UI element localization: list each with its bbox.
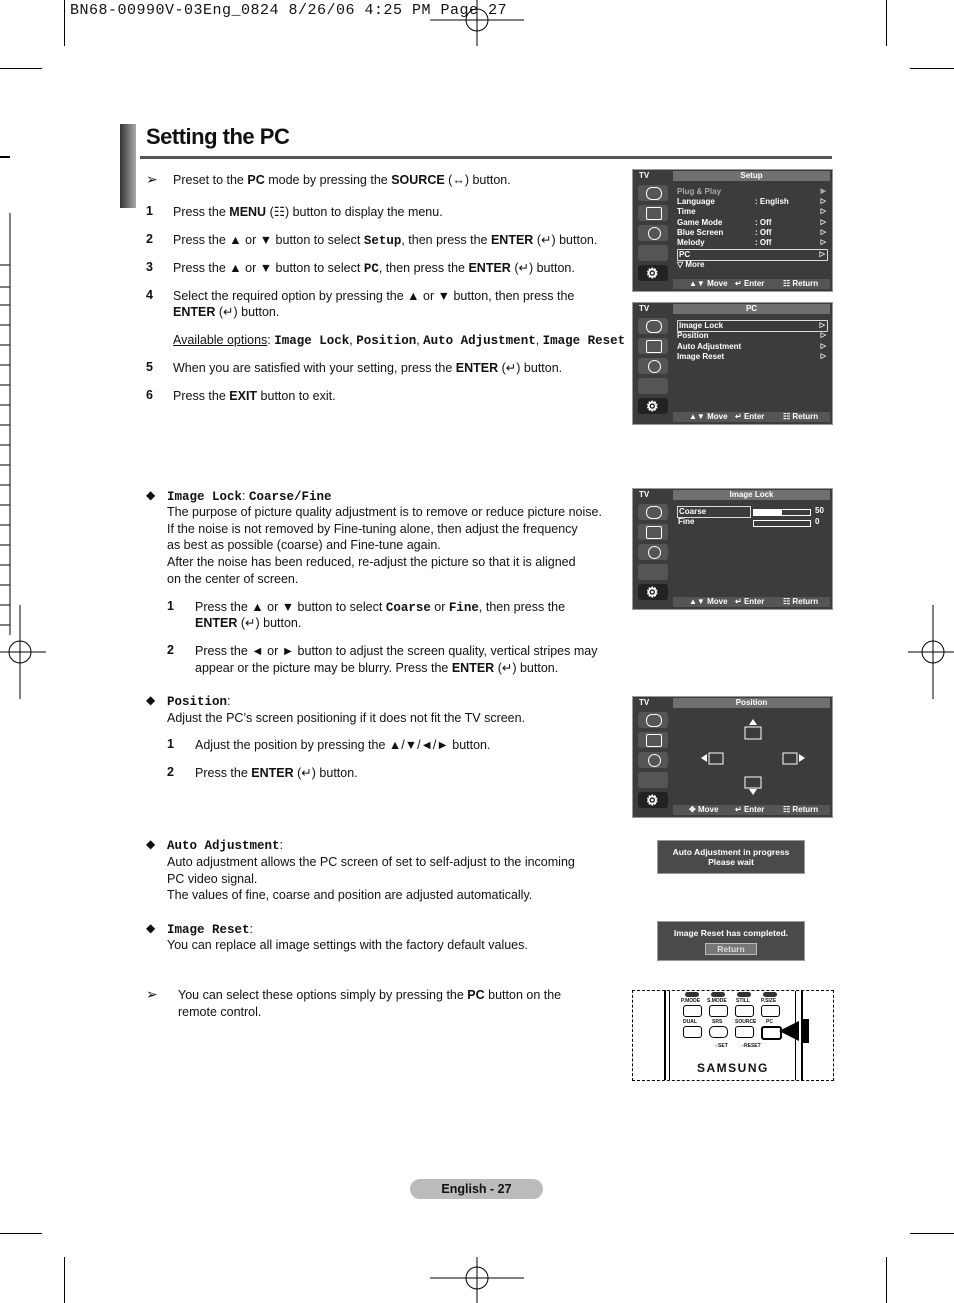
tv-label: TV	[639, 171, 650, 180]
sound-icon	[638, 338, 668, 354]
step-number: 3	[146, 260, 153, 274]
note-arrow-icon: ➢	[146, 986, 158, 1002]
image-lock-step-1: Press the ▲ or ▼ button to select Coarse or Fine, then press the	[195, 600, 566, 615]
image-reset-heading: Image Reset:	[167, 922, 253, 937]
menu-item: Auto Adjustment ▷	[677, 342, 826, 351]
setup-gear-icon: ⚙	[638, 584, 668, 600]
reset-label: ○RESET	[741, 1043, 761, 1049]
channel-icon	[638, 752, 668, 768]
message-line: Auto Adjustment in progress	[672, 847, 790, 857]
step-number: 2	[146, 232, 153, 246]
auto-adjustment-heading: Auto Adjustment:	[167, 838, 284, 853]
registration-mark-right	[908, 605, 954, 699]
page-number: English - 27	[410, 1179, 543, 1199]
step-number: 2	[167, 643, 174, 657]
menu-sidebar	[634, 315, 673, 423]
bullet-diamond-icon: ◆	[146, 693, 156, 707]
auto-adjustment-line: PC video signal.	[167, 872, 258, 886]
title-rule	[140, 156, 832, 159]
position-arrows-icon	[693, 717, 813, 797]
coarse-slider	[753, 509, 811, 516]
page-title: Setting the PC	[146, 124, 290, 149]
srs-button[interactable]	[709, 1026, 728, 1038]
sound-icon	[638, 732, 668, 748]
menu-title: Position	[673, 698, 830, 708]
image-lock-line: The purpose of picture quality adjustment is to remove or reduce picture noise.	[167, 505, 602, 519]
input-icon	[638, 772, 668, 788]
enter-icon: ↵	[501, 661, 513, 675]
input-icon	[638, 378, 668, 394]
tv-label: TV	[639, 304, 650, 313]
fine-value: 0	[815, 517, 820, 526]
note-text-line2: remote control.	[178, 1005, 262, 1019]
setup-gear-icon: ⚙	[638, 792, 668, 808]
menu-footer: ▲▼ Move ↵ Enter ☷ Return	[673, 597, 830, 607]
step-number: 1	[146, 204, 153, 218]
step-4-line1: Select the required option by pressing the ▲ or ▼ button, then press the	[173, 289, 575, 303]
auto-adjustment-message	[657, 840, 805, 874]
coarse-value: 50	[815, 506, 824, 515]
sound-icon	[638, 524, 668, 540]
image-lock-heading: Image Lock: Coarse/Fine	[167, 489, 332, 504]
position-line: Adjust the PC’s screen positioning if it does not fit the TV screen.	[167, 711, 526, 725]
enter-icon: ↵	[245, 616, 256, 630]
menu-footer: ▲▼ Move ↵ Enter ☷ Return	[673, 412, 830, 422]
image-lock-step-2-line1: Press the ◄ or ► button to adjust the screen quality, vertical stripes may	[195, 644, 598, 658]
menu-footer: ▲▼ Move ↵ Enter ☷ Return	[673, 279, 830, 289]
menu-title: Setup	[673, 171, 830, 181]
enter-icon: ↵	[301, 766, 312, 780]
coarse-slider-fill	[754, 510, 782, 515]
menu-item-selected: Image Lock ▷	[677, 320, 828, 332]
menu-item: Position ▷	[677, 331, 826, 340]
step-5-text: When you are satisfied with your setting, press the ENTER (↵) button.	[173, 361, 563, 375]
position-menu-screen	[632, 696, 833, 818]
bullet-diamond-icon: ◆	[146, 837, 156, 851]
remote-control: P.MODE S.MODE STILL P.SIZE DUAL SRS SOURCE PC ○SET ○RESET SAMSUNG	[632, 990, 834, 1081]
source-button[interactable]	[735, 1026, 754, 1038]
menu-title: Image Lock	[673, 490, 830, 500]
step-4-line2: ENTER (↵) button.	[173, 305, 280, 319]
picture-icon	[638, 318, 668, 334]
image-lock-step-1-line2: ENTER (↵) button.	[195, 616, 302, 630]
message-line: Image Reset has completed.	[673, 928, 789, 938]
enter-icon: ↵	[540, 233, 552, 247]
menu-item: Plug & Play ▶	[677, 187, 826, 196]
menu-item: Time ▷	[677, 207, 826, 216]
source-icon: ↔	[452, 173, 465, 187]
auto-adjustment-line: The values of fine, coarse and position are adjusted automatically.	[167, 888, 533, 902]
note-text: You can select these options simply by pressing the PC button on the	[178, 988, 562, 1002]
image-lock-line: as best as possible (coarse) and Fine-tune again.	[167, 538, 441, 552]
step-6-text: Press the EXIT button to exit.	[173, 389, 336, 403]
menu-sidebar	[634, 709, 673, 816]
menu-more: ▽ More	[677, 260, 705, 269]
step-number: 2	[167, 765, 174, 779]
menu-footer: ✥ Move ↵ Enter ☷ Return	[673, 805, 830, 815]
menu-item: Image Reset ▷	[677, 352, 826, 361]
intro-text: Preset to the PC mode by pressing the SOURCE (↔) button.	[173, 173, 511, 187]
step-number: 1	[167, 737, 174, 751]
input-icon	[638, 245, 668, 261]
enter-icon: ↵	[518, 261, 529, 275]
channel-icon	[638, 225, 668, 241]
still-button[interactable]	[735, 1005, 754, 1017]
image-reset-message	[657, 921, 805, 961]
menu-title: PC	[673, 304, 830, 314]
message-line: Please wait	[708, 857, 754, 867]
image-lock-line: After the noise has been reduced, re-adjust the picture so that it is aligned	[167, 555, 576, 569]
image-lock-line: on the center of screen.	[167, 572, 299, 586]
image-lock-menu-screen	[632, 488, 833, 610]
position-step-2: Press the ENTER (↵) button.	[195, 766, 358, 780]
menu-item: Blue Screen : Off ▷	[677, 228, 826, 237]
picture-icon	[638, 504, 668, 520]
smode-button[interactable]	[709, 1005, 728, 1017]
setup-menu-screen	[632, 169, 833, 292]
step-number: 5	[146, 360, 153, 374]
enter-icon: ↵	[223, 305, 234, 319]
picture-icon	[638, 712, 668, 728]
step-2-text: Press the ▲ or ▼ button to select Setup, then press the ENTER (↵) button.	[173, 233, 598, 248]
image-lock-line: If the noise is not removed by Fine-tuning alone, then adjust the frequency	[167, 522, 578, 536]
fine-row: Fine	[678, 517, 695, 526]
print-header: BN68-00990V-03Eng_0824 8/26/06 4:25 PM Page 27	[70, 2, 508, 19]
image-lock-step-2-line2: appear or the picture may be blurry. Press the ENTER (↵) button.	[195, 661, 559, 675]
set-label: ○SET	[715, 1043, 728, 1049]
pc-menu-screen	[632, 302, 833, 425]
bullet-diamond-icon: ◆	[146, 488, 156, 502]
menu-icon: ☷	[273, 205, 285, 219]
step-number: 4	[146, 288, 153, 302]
pmode-button[interactable]	[683, 1005, 702, 1017]
step-number: 6	[146, 388, 153, 402]
coarse-row: Coarse	[677, 506, 751, 518]
tv-label: TV	[639, 698, 650, 707]
return-button[interactable]: Return	[705, 943, 757, 955]
input-icon	[638, 564, 668, 580]
tv-label: TV	[639, 490, 650, 499]
step-1-text: Press the MENU (☷) button to display the menu.	[173, 205, 443, 219]
registration-mark-bottom	[430, 1257, 524, 1303]
title-bar-accent	[120, 124, 136, 208]
menu-item: Language : English ▷	[677, 197, 826, 206]
fine-slider	[753, 520, 811, 527]
channel-icon	[638, 358, 668, 374]
pointer-arrow-icon	[779, 1019, 813, 1043]
menu-item-selected: PC ▷	[677, 249, 828, 261]
menu-sidebar	[634, 501, 673, 608]
position-heading: Position:	[167, 694, 231, 709]
available-options: Available options: Image Lock, Position, Auto Adjustment, Image Reset	[173, 333, 626, 348]
sound-icon	[638, 205, 668, 221]
enter-icon: ↵	[505, 361, 517, 375]
psize-button[interactable]	[761, 1005, 780, 1017]
menu-sidebar	[634, 182, 673, 290]
samsung-logo: SAMSUNG	[697, 1061, 769, 1075]
image-reset-line: You can replace all image settings with the factory default values.	[167, 938, 528, 952]
picture-icon	[638, 185, 668, 201]
edge-tabs	[0, 155, 12, 635]
note-arrow-icon: ➢	[146, 171, 158, 187]
menu-item: Melody : Off ▷	[677, 238, 826, 247]
step-number: 1	[167, 599, 174, 613]
setup-gear-icon: ⚙	[638, 265, 668, 281]
channel-icon	[638, 544, 668, 560]
auto-adjustment-line: Auto adjustment allows the PC screen of set to self-adjust to the incoming	[167, 855, 575, 869]
dual-button[interactable]	[683, 1026, 702, 1038]
step-3-text: Press the ▲ or ▼ button to select PC, then press the ENTER (↵) button.	[173, 261, 575, 276]
position-step-1: Adjust the position by pressing the ▲/▼/◄/► button.	[195, 738, 491, 752]
bullet-diamond-icon: ◆	[146, 921, 156, 935]
setup-gear-icon: ⚙	[638, 398, 668, 414]
menu-item: Game Mode : Off ▷	[677, 218, 826, 227]
